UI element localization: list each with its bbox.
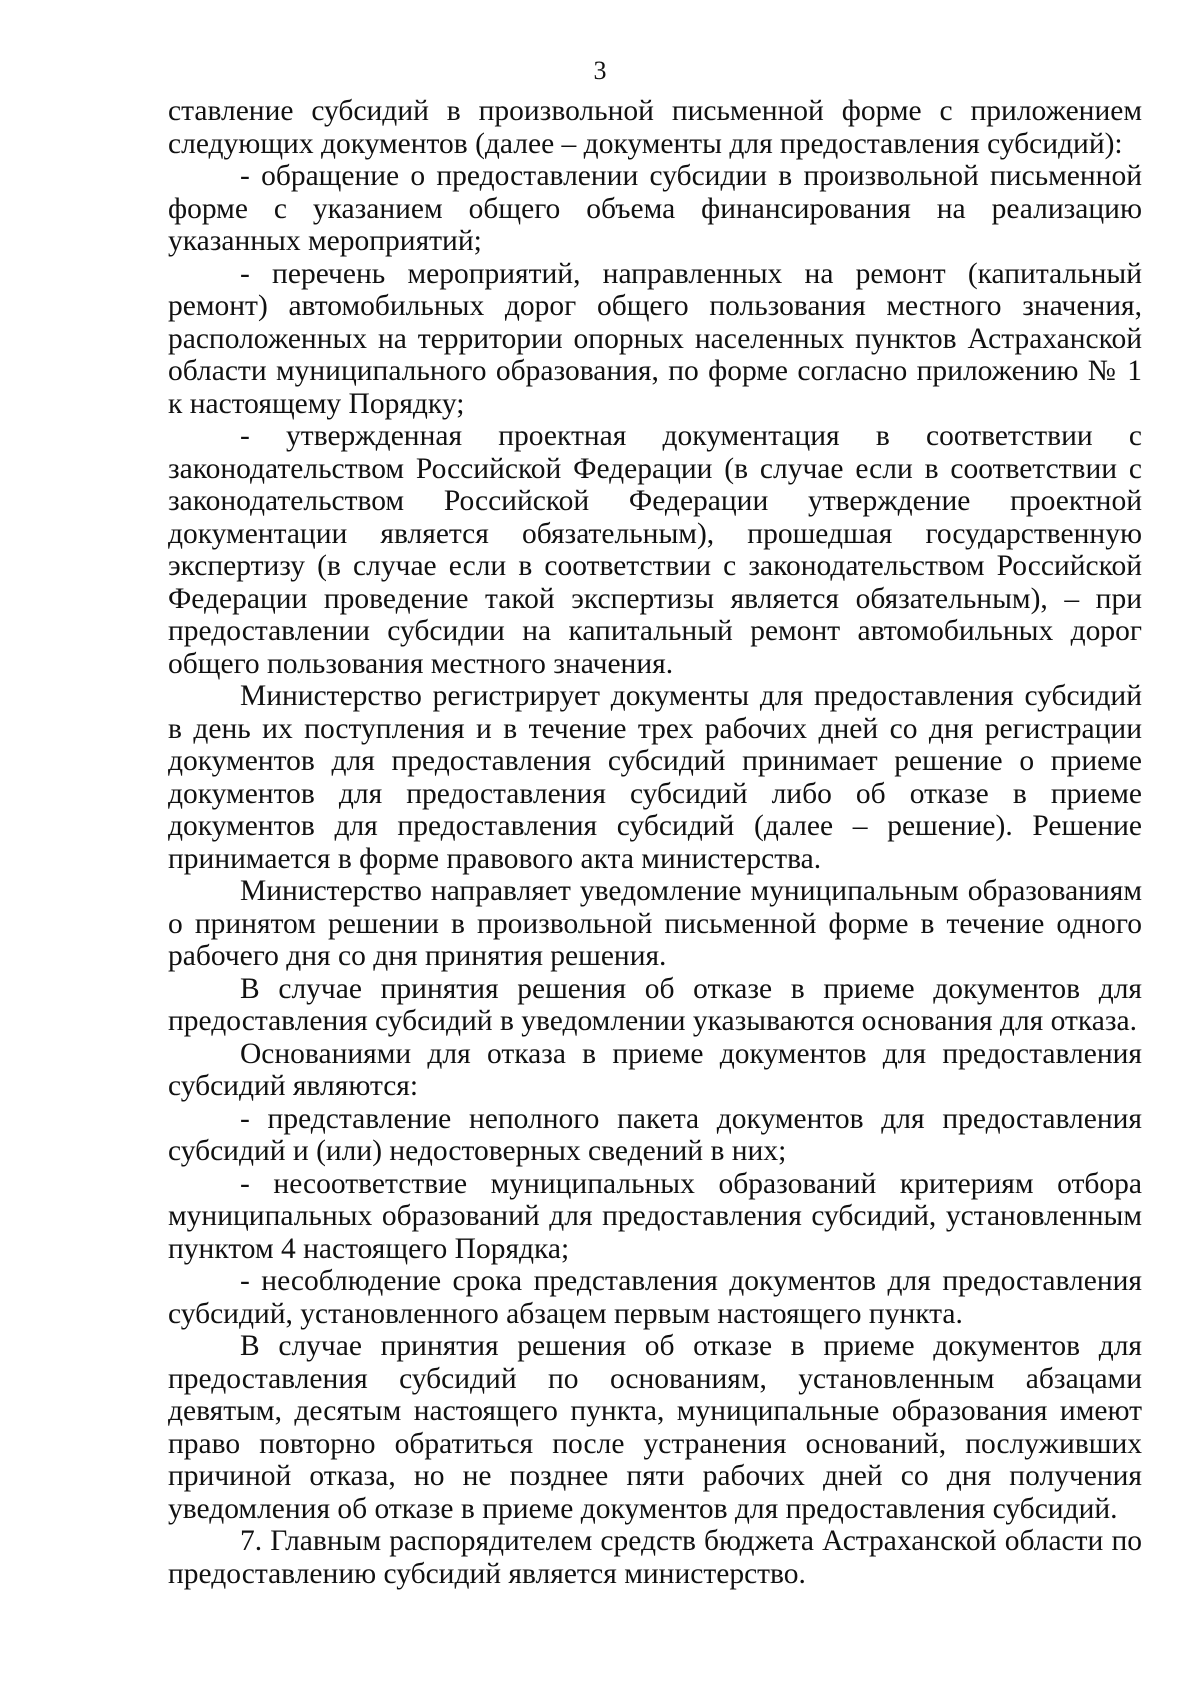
paragraph-list-item-appeal: - обращение о предоставлении субсидии в произвольной письменной форме с указанием общего объема финансирования на реализацию указанных мероприятий; [168,160,1142,257]
paragraph-ground-incomplete: - представление неполного пакета документов для предоставления субсидий и (или) недостоверных сведений в них; [168,1102,1142,1167]
page-number: 3 [593,56,607,85]
document-body [168,95,1142,1590]
paragraph-ground-criteria: - несоответствие муниципальных образований критериям отбора муниципальных образований для предоставления субсидий, установленным пунктом 4 настоящего Порядка; [168,1167,1142,1265]
paragraph-continuation: ставление субсидий в произвольной письменной форме с приложением следующих документов (далее – документы для предоставления субсидий): [168,95,1142,160]
paragraph-list-item-project-docs: - утвержденная проектная документация в соответствии с законодательством Российской Федерации (в случае если в соответствии с законодательством Российской Федерации утверждение проектной документации является обязательным), прошедшая государственную экспертизу (в случае если в соответствии с законодательством Российской Федерации проведение такой экспертизы является обязательным), – при предоставлении субсидии на капитальный ремонт автомобильных дорог общего пользования местного значения. [168,420,1142,680]
paragraph-refusal-grounds-notice: В случае принятия решения об отказе в приеме документов для предоставления субсидий в уведомлении указываются основания для отказа. [168,972,1142,1037]
paragraph-notification: Министерство направляет уведомление муниципальным образованиям о принятом решении в произвольной письменной форме в течение одного рабочего дня со дня принятия решения. [168,875,1142,972]
paragraph-resubmission: В случае принятия решения об отказе в приеме документов для предоставления субсидий по основаниям, установленным абзацами девятым, десятым настоящего пункта, муниципальные образования имеют право повторно обратиться после устранения оснований, послуживших причиной отказа, но не позднее пяти рабочих дней со дня получения уведомления об отказе в приеме документов для предоставления субсидий. [168,1330,1142,1525]
paragraph-ground-deadline: - несоблюдение срока представления документов для предоставления субсидий, установленного абзацем первым настоящего пункта. [168,1265,1142,1330]
paragraph-list-item-activities: - перечень мероприятий, направленных на ремонт (капитальный ремонт) автомобильных дорог общего пользования местного значения, расположенных на территории опорных населенных пунктов Астраханской области муниципального образования, по форме согласно приложению № 1 к настоящему Порядку; [168,257,1142,420]
paragraph-item-7: 7. Главным распорядителем средств бюджета Астраханской области по предоставлению субсидий является министерство. [168,1525,1142,1590]
paragraph-registration: Министерство регистрирует документы для предоставления субсидий в день их поступления и в течение трех рабочих дней со дня регистрации документов для предоставления субсидий принимает решение о приеме документов для предоставления субсидий либо об отказе в приеме документов для предоставления субсидий (далее – решение). Решение принимается в форме правового акта министерства. [168,680,1142,875]
paragraph-refusal-grounds-heading: Основаниями для отказа в приеме документов для предоставления субсидий являются: [168,1037,1142,1102]
